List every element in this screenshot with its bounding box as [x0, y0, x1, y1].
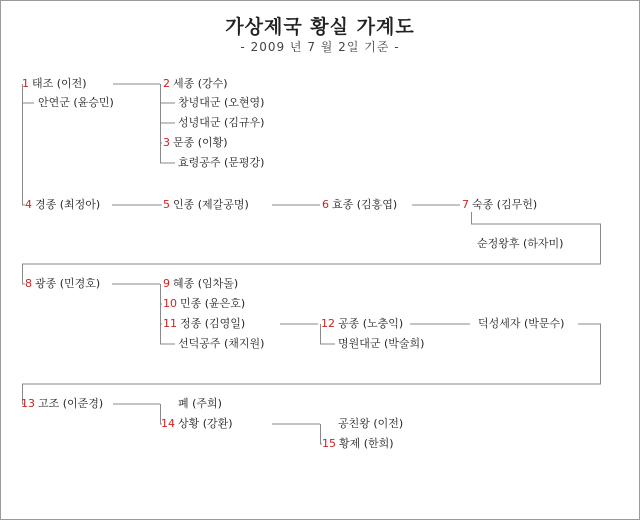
member-seondeok: 선덕공주 (채지원): [178, 337, 265, 350]
member-deokseong: 덕성세자 (박문수): [478, 317, 565, 330]
member-gojo: 13 고조 (이준경): [21, 397, 104, 410]
member-gyeongjong: 4 경종 (최정아): [25, 198, 101, 211]
member-taejo: 1 태조 (이전): [22, 77, 87, 90]
member-changnyeong: 창녕대군 (오현영): [178, 96, 265, 109]
member-pye: 폐 (주희): [178, 397, 222, 410]
line-deokseong-gojo: [23, 324, 601, 404]
member-jeongjong: 11 정종 (김영일): [163, 317, 246, 330]
member-injong: 5 인종 (제갈공명): [163, 198, 249, 211]
member-gongchin: 공친왕 (이전): [338, 417, 404, 430]
member-seongnyeong: 성녕대군 (김규우): [178, 116, 265, 129]
member-munjong: 3 문종 (이황): [163, 136, 228, 149]
page-subtitle: - 2009 년 7 월 2일 기준 -: [240, 40, 400, 54]
member-hyejong: 9 혜종 (임차돌): [163, 277, 239, 290]
line-taejo-gyeongjong: [23, 103, 26, 205]
member-sanghwang: 14 상황 (강환): [161, 417, 233, 430]
member-sukjong: 7 숙종 (김무헌): [462, 198, 538, 211]
member-hwangje: 15 황제 (한희): [322, 437, 394, 450]
member-sejong: 2 세종 (강수): [163, 77, 228, 90]
page-title: 가상제국 황실 가계도: [225, 16, 415, 38]
member-anyeon: 안연군 (윤승민): [38, 96, 114, 109]
member-sunjeong: 순정왕후 (하자미): [477, 237, 564, 250]
member-gwangjong: 8 광종 (민경호): [25, 277, 101, 290]
member-minjong: 10 민종 (윤은호): [163, 297, 246, 310]
member-gongjong: 12 공종 (노충익): [321, 317, 404, 330]
member-hyojong: 6 효종 (김홍엽): [322, 198, 398, 211]
member-hyoryeong: 효령공주 (문평강): [178, 156, 265, 169]
member-myeongwon: 명원대군 (박술희): [338, 337, 425, 350]
